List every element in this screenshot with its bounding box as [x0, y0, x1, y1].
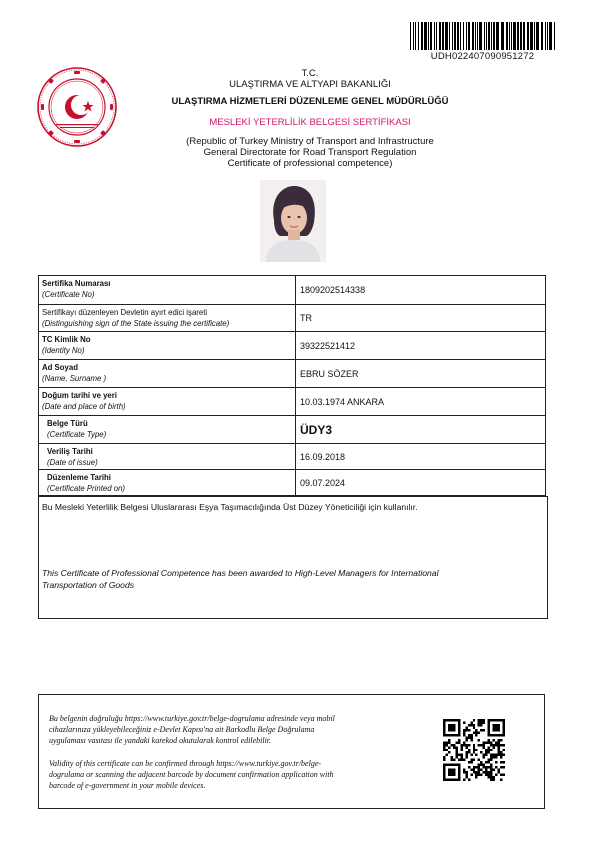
field-value: 39322521412 [300, 340, 356, 351]
field-row-certificate-type [39, 416, 545, 444]
field-label [39, 305, 296, 331]
description-tr: Bu Mesleki Yeterlilik Belgesi Uluslararası Eşya Taşımacılığında Üst Düzey Yöneticiliği için kullanılır. [42, 502, 418, 512]
description-en-line: Transportation of Goods [42, 580, 135, 590]
field-label-en: (Date and place of birth) [42, 402, 126, 411]
verification-text [49, 713, 419, 791]
verification-text-en [49, 758, 419, 791]
field-label [39, 470, 296, 495]
verification-line: Bu belgenin doğruluğu https://www.turkiye.gov.tr/belge-dogrulama adresinde veya mobil [49, 714, 335, 723]
barcode [410, 22, 555, 50]
field-label [39, 416, 296, 443]
certificate-details-table [38, 275, 546, 496]
verification-line: dogrulama or scanning the adjacent barcode by document confirmation application with [49, 770, 334, 779]
field-value: ÜDY3 [300, 422, 333, 437]
field-label-en: (Name, Surname ) [42, 374, 107, 383]
field-label-en: (Date of issue) [47, 458, 98, 467]
field-row-print-date [39, 470, 545, 495]
ministry-name: ULAŞTIRMA VE ALTYAPI BAKANLIĞI [229, 79, 391, 90]
field-label-tr: TC Kimlik No [42, 335, 91, 344]
verification-line: cihazlarınıza yükleyebileceğiniz e-Devlet Kapısı'na ait Barkodlu Belge Doğrulama [49, 725, 315, 734]
description-en [42, 567, 544, 591]
field-label [39, 276, 296, 304]
directorate-name: ULAŞTIRMA HİZMETLERİ DÜZENLEME GENEL MÜDÜRLÜĞÜ [171, 96, 449, 107]
field-label-tr: Sertifikayı düzenleyen Devletin ayırt edici işareti [42, 308, 208, 317]
verification-line: uygulaması vasıtası ile yandaki karekod okutularak kontrol edilebilir. [49, 736, 272, 745]
field-label-tr: Ad Soyad [42, 363, 78, 372]
field-value: EBRU SÖZER [300, 368, 359, 379]
qr-code-icon [443, 719, 505, 781]
field-label-en: (Certificate No) [42, 290, 95, 299]
field-row-issuing-state [39, 305, 545, 332]
field-label-tr: Veriliş Tarihi [47, 447, 93, 456]
english-heading-line: Certificate of professional competence) [227, 158, 393, 169]
field-value: 10.03.1974 ANKARA [300, 396, 385, 407]
person-portrait-icon [260, 180, 326, 262]
field-value: 09.07.2024 [300, 477, 346, 488]
field-row-identity-no [39, 332, 545, 360]
verification-footer [38, 694, 545, 809]
field-label-tr: Belge Türü [47, 419, 88, 428]
certificate-description [38, 496, 548, 619]
field-label-tr: Düzenleme Tarihi [47, 473, 111, 482]
republic-label: T.C. [301, 68, 319, 79]
field-label-en: (Certificate Type) [47, 430, 107, 439]
field-label-en: (Distinguishing sign of the State issuing the certificate) [42, 319, 230, 328]
verification-line: barcode of e-government in your mobile devices. [49, 781, 206, 790]
certificate-title: MESLEKİ YETERLİLİK BELGESİ SERTİFİKASI [209, 117, 411, 128]
field-row-name [39, 360, 545, 388]
barcode-number: UDH022407090951272 [430, 51, 535, 62]
field-label [39, 388, 296, 415]
field-label-tr: Sertifika Numarası [42, 279, 111, 288]
verification-line: Validity of this certificate can be confirmed through https://www.turkiye.gov.tr/belge- [49, 759, 322, 768]
english-heading-line: General Directorate for Road Transport Regulation [203, 147, 417, 158]
english-heading [150, 136, 470, 169]
field-label [39, 332, 296, 359]
field-label-en: (Certificate Printed on) [47, 484, 125, 493]
document-header [150, 68, 470, 169]
description-en-line: This Certificate of Professional Competence has been awarded to High-Level Managers for International [42, 568, 439, 578]
verification-text-tr [49, 713, 419, 746]
holder-photo [260, 180, 326, 262]
field-row-birth [39, 388, 545, 416]
field-label [39, 444, 296, 469]
field-label-en: (Identity No) [42, 346, 85, 355]
ministry-seal-icon [36, 66, 118, 148]
field-value: TR [300, 313, 312, 323]
field-value: 1809202514338 [300, 285, 366, 295]
field-row-issue-date [39, 444, 545, 470]
field-row-certificate-no [39, 276, 545, 305]
field-label [39, 360, 296, 387]
english-heading-line: (Republic of Turkey Ministry of Transport and Infrastructure [186, 136, 434, 147]
field-label-tr: Doğum tarihi ve yeri [42, 391, 117, 400]
field-value: 16.09.2018 [300, 451, 346, 462]
